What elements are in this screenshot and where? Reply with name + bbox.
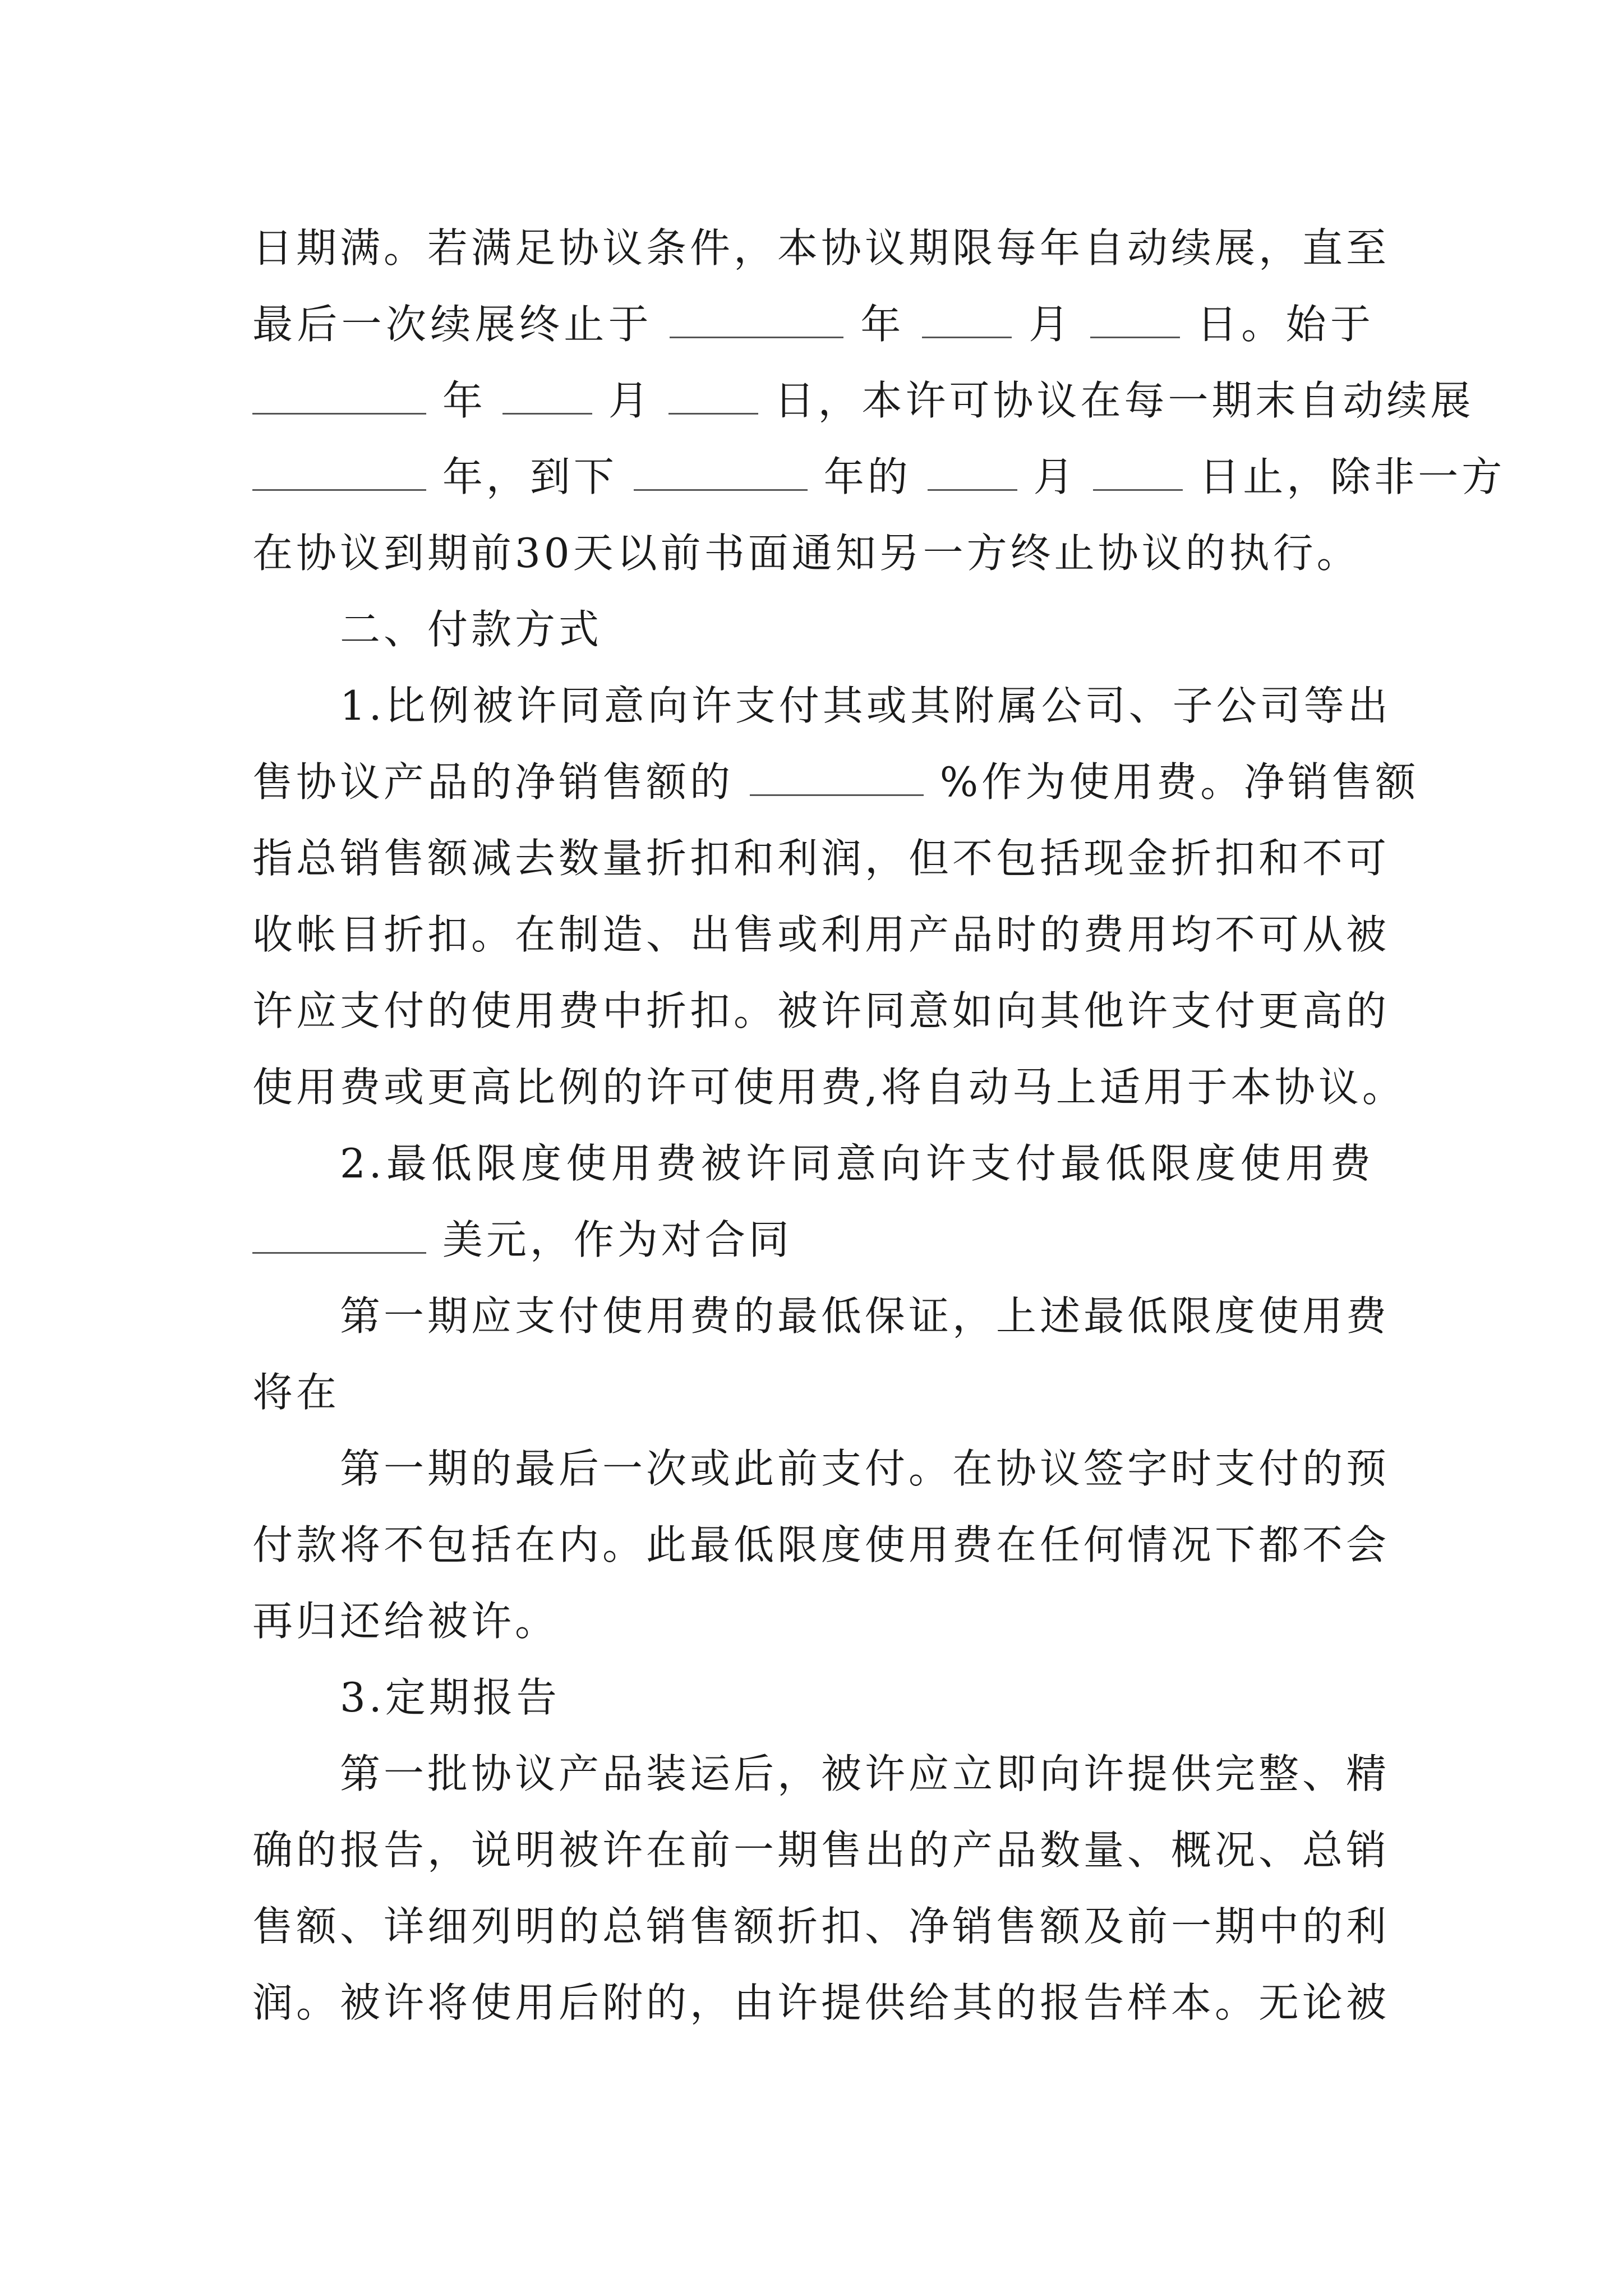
text-span: 2.最低限度使用费被许同意向许支付最低限度使用费 (340, 1140, 1374, 1187)
text-line (252, 1975, 1390, 2031)
text-span: 第一批协议产品装运后，被许应立即向许提供完整、精 (340, 1750, 1390, 1797)
text-line (252, 1822, 1390, 1878)
fill-in-blank (252, 450, 426, 491)
fill-in-blank (1093, 450, 1183, 491)
text-span: 付款将不包括在内。此最低限度使用费在任何情况下都不会 (252, 1521, 1390, 1568)
text-line (252, 1212, 1374, 1268)
text-span: 日，本许可协议在每一期末自动续展 (774, 377, 1474, 424)
text-span: 润。被许将使用后附的，由许提供给其的报告样本。无论被 (252, 1979, 1390, 2026)
text-span: 年 (860, 301, 905, 348)
text-span: 年的 (823, 453, 911, 500)
text-span: 第一期的最后一次或此前支付。在协议签字时支付的预 (340, 1445, 1390, 1492)
text-line (252, 525, 1374, 581)
text-line (252, 1898, 1390, 1954)
fill-in-blank (668, 374, 758, 415)
text-line (252, 1517, 1390, 1573)
text-line (340, 678, 1391, 734)
text-span: 月 (608, 377, 652, 424)
text-line (252, 983, 1390, 1039)
text-span: 使用费或更高比例的许可使用费,将自动马上适用于本协议。 (252, 1064, 1406, 1111)
text-span: 3.定期报告 (340, 1674, 560, 1721)
text-span: 指总销售额减去数量折扣和利润，但不包括现金折扣和不可 (252, 835, 1390, 882)
text-line (252, 907, 1390, 963)
fill-in-blank (922, 297, 1012, 338)
text-line (252, 1593, 1374, 1649)
text-line (340, 1746, 1390, 1802)
fill-in-blank (634, 450, 808, 491)
text-span: 日。始于 (1196, 301, 1374, 348)
text-span: 收帐目折扣。在制造、出售或利用产品时的费用均不可从被 (252, 911, 1390, 958)
text-span: 售协议产品的净销售额的 (252, 758, 734, 806)
text-span: 美元，作为对合同 (442, 1216, 792, 1263)
text-span: 再归还给被许。 (252, 1598, 559, 1645)
text-span: 1.比例被许同意向许支付其或其附属公司、子公司等出 (340, 682, 1391, 729)
text-line (340, 1288, 1390, 1344)
text-line (252, 1059, 1406, 1115)
text-line (252, 449, 1506, 505)
fill-in-blank (750, 755, 924, 796)
text-span: 月 (1029, 301, 1073, 348)
text-line (252, 1364, 1374, 1420)
text-line (252, 296, 1374, 352)
section-heading (340, 601, 1374, 657)
text-span: 第一期应支付使用费的最低保证，上述最低限度使用费 (340, 1292, 1390, 1340)
text-span: 将在 (252, 1369, 340, 1416)
text-span: 在协议到期前30天以前书面通知另一方终止协议的执行。 (252, 530, 1361, 577)
text-span: 许应支付的使用费中折扣。被许同意如向其他许支付更高的 (252, 987, 1390, 1034)
text-span: 年，到下 (442, 453, 617, 500)
fill-in-blank (928, 450, 1017, 491)
text-span: 日期满。若满足协议条件，本协议期限每年自动续展，直至 (252, 224, 1390, 272)
fill-in-blank (252, 374, 426, 415)
fill-in-blank (1090, 297, 1180, 338)
text-span: 售额、详细列明的总销售额折扣、净销售额及前一期中的利 (252, 1903, 1390, 1950)
text-line (252, 220, 1390, 276)
text-line (252, 754, 1419, 810)
text-span: %作为使用费。净销售额 (939, 758, 1419, 806)
text-line (340, 1441, 1390, 1497)
section-heading (340, 1669, 1374, 1726)
text-span: 日止，除非一方 (1199, 453, 1506, 500)
text-span: 最后一次续展终止于 (252, 301, 653, 348)
text-line (252, 830, 1390, 886)
fill-in-blank (252, 1213, 426, 1254)
text-span: 月 (1033, 453, 1077, 500)
text-span: 年 (442, 377, 486, 424)
text-line (252, 372, 1474, 429)
text-span: 二、付款方式 (340, 606, 603, 653)
text-line (340, 1135, 1374, 1191)
fill-in-blank (502, 374, 592, 415)
text-span: 确的报告，说明被许在前一期售出的产品数量、概况、总销 (252, 1826, 1390, 1874)
fill-in-blank (670, 297, 843, 338)
